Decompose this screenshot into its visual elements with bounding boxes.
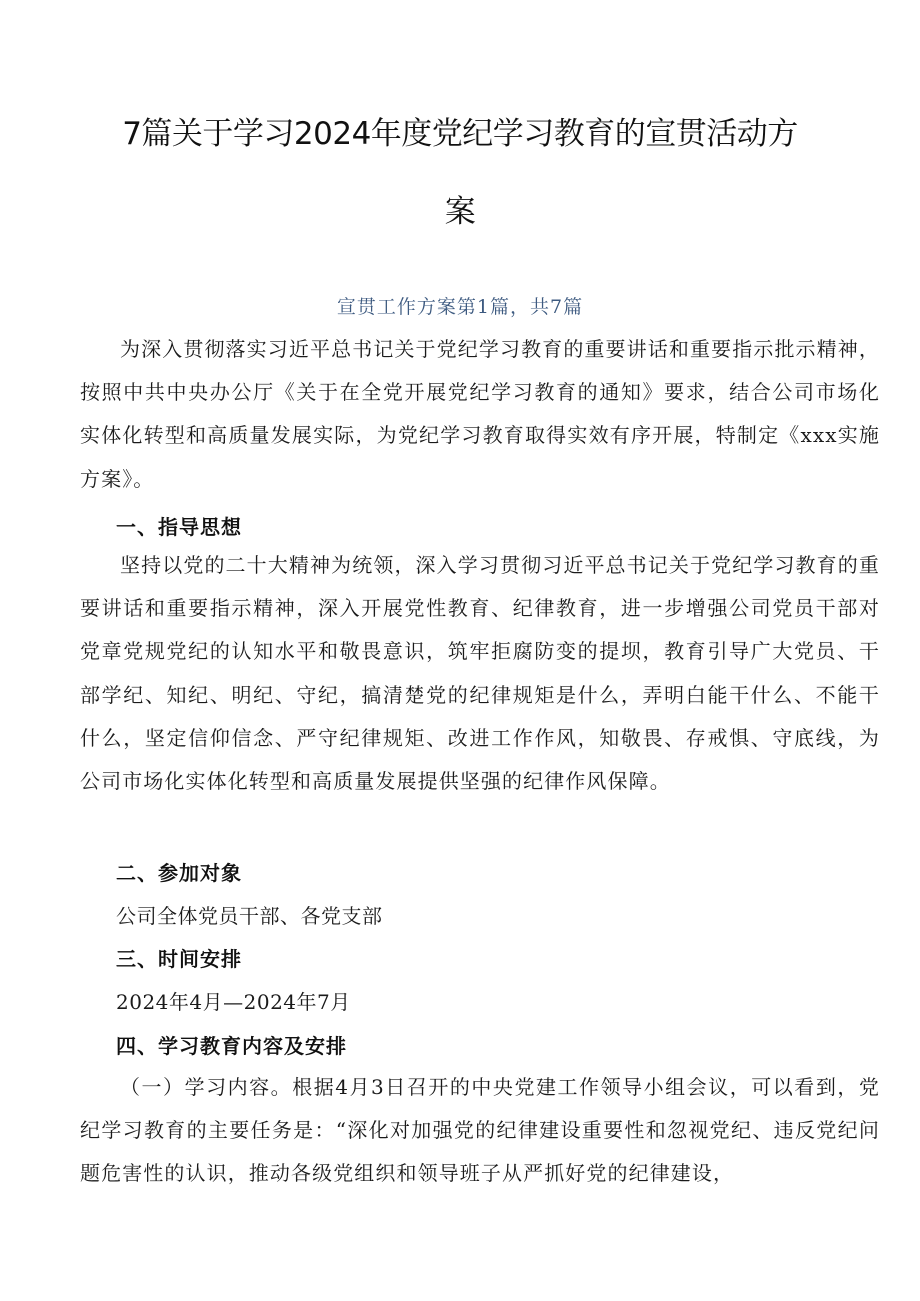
section-3-heading: 三、时间安排 [116,947,242,971]
document-title-line-1: 7篇关于学习2024年度党纪学习教育的宣贯活动方 [122,116,798,152]
document-title-line-2: 案 [444,194,476,230]
section-3-text: 2024年4月—2024年7月 [116,990,351,1014]
intro-paragraph-block [80,328,880,501]
section-1-heading: 一、指导思想 [116,515,242,539]
section-2-heading: 二、参加对象 [116,861,242,885]
section-4-body-block [80,1066,880,1206]
section-1-paragraph: 坚持以党的二十大精神为统领，深入学习贯彻习近平总书记关于党纪学习教育的重要讲话和重要指示精神，深入开展党性教育、纪律教育，进一步增强公司党员干部对党章党规党纪的认知水平和敬畏意识，筑牢拒腐防变的提坝，教育引导广大党员、干部学纪、知纪、明纪、守纪，搞清楚党的纪律规矩是什么，弄明白能干什么、不能干什么，坚定信仰信念、严守纪律规矩、改进工作作风，知敬畏、存戒惧、守底线，为公司市场化实体化转型和高质量发展提供坚强的纪律作风保障。 [80,553,880,794]
section-1-body-block [80,544,880,803]
section-4-paragraph: （一）学习内容。根据4月3日召开的中央党建工作领导小组会议，可以看到，党纪学习教育的主要任务是：“深化对加强党的纪律建设重要性和忽视党纪、违反党纪问题危害性的认识，推动各级党组织和领导班子从严抓好党的纪律建设， [80,1075,880,1186]
section-2-text: 公司全体党员干部、各党支部 [116,904,383,928]
section-4-heading: 四、学习教育内容及安排 [116,1034,347,1058]
intro-paragraph: 为深入贯彻落实习近平总书记关于党纪学习教育的重要讲话和重要指示批示精神，按照中共中央办公厅《关于在全党开展党纪学习教育的通知》要求，结合公司市场化实体化转型和高质量发展实际，为党纪学习教育取得实效有序开展，特制定《xxx实施方案》。 [80,337,880,491]
document-subtitle: 宣贯工作方案第1篇，共7篇 [336,296,584,318]
